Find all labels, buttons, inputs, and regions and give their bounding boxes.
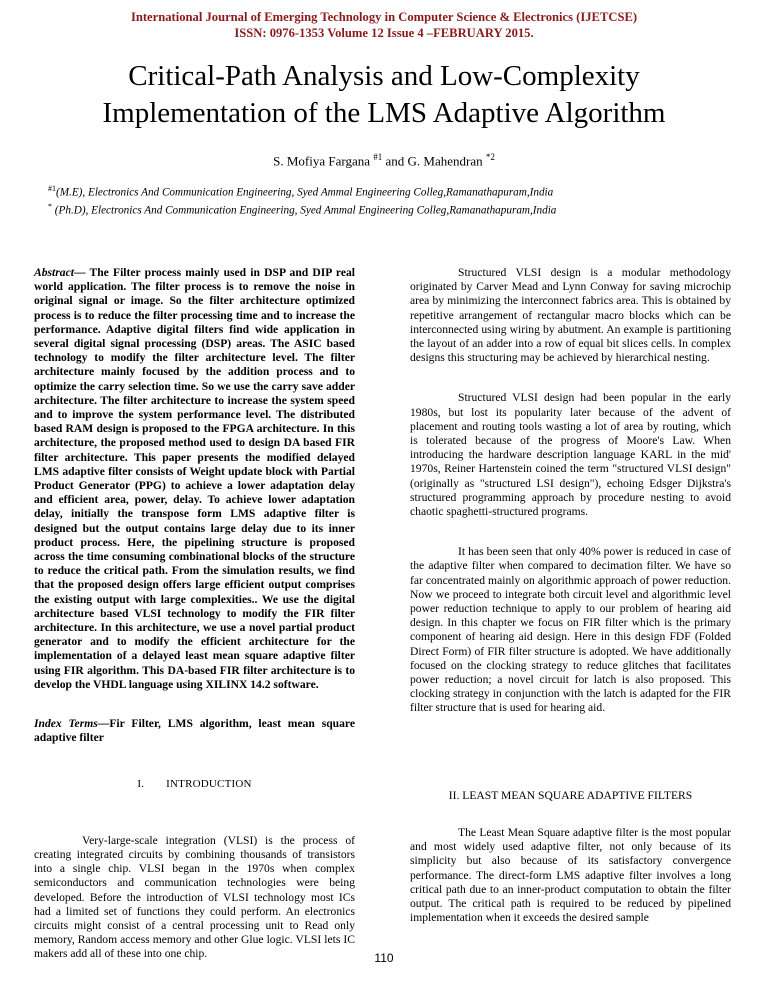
index-terms-label: Index Terms: [34, 717, 98, 731]
affiliation-2-text: (Ph.D), Electronics And Communication Engineering, Syed Ammal Engineering Colleg,Ramanathapuram,India: [54, 204, 557, 217]
right-paragraph-4: The Least Mean Square adaptive filter is the most popular and most widely used adaptive filter, not only because of its simplicity but also because of its satisfactory convergence performance. The direct-form LMS adaptive filter involves a long critical path due to an inner-product computation to obtain the filter output. The critical path is required to be reduced by pipelined implementation when it exceeds the desired sample: [410, 825, 731, 925]
author-2: G. Mahendran: [407, 153, 483, 169]
right-paragraph-3: It has been seen that only 40% power is reduced in case of the adaptive filter when compared to decimation filter. We have so far concentrated mainly on algorithmic approach of power reduction. Now we proceed to integrate both circuit level and algorithmic level power reduction technique to apply to our problem of hearing aid design. In this chapter we focus on FIR filter which is the primary component of hearing aid design. Here in this design FDF (Folded Direct Form) of FIR filter structure is adopted. We have additionally focused on the clocking strategy to reduce glitches that facilitates power reduction; a novel circuit for latch is also proposed. This clocking strategy in conjunction with the latch is adapted for the FIR filter structure that is used for hearing aid.: [410, 545, 731, 715]
author-2-mark: *2: [485, 152, 495, 162]
title-line-2: Implementation of the LMS Adaptive Algorithm: [102, 97, 666, 129]
abstract-label: Abstract—: [34, 266, 86, 279]
intro-paragraph: Very-large-scale integration (VLSI) is the process of creating integrated circuits by combining thousands of transistors into a single chip. VLSI began in the 1970s when complex semiconductors and communication technologies were being developed. Before the introduction of VLSI technology most ICs had a limited set of functions they could perform. An electronics circuits might consist of a central processing unit to Read only memory, Random access memory and other Glue logic. VLSI lets IC makers add all of these into one chip.: [34, 833, 355, 961]
left-column: [34, 266, 355, 962]
right-paragraph-1: Structured VLSI design is a modular methodology originated by Carver Mead and Lynn Conway for saving microchip area by minimizing the interconnect fabrics area. This is obtained by repetitive arrangement of rectangular macro blocks which can be interconnected using wiring by abutment. An example is partitioning the layout of an adder into a row of equal bit slices cells. In complex designs this structuring may be achieved by hierarchical nesting.: [410, 266, 731, 365]
journal-name: International Journal of Emerging Technology in Computer Science & Electronics (IJETCSE): [130, 10, 638, 24]
affiliation-2-mark: *: [48, 202, 52, 211]
abstract: [34, 266, 355, 692]
right-column: [410, 266, 731, 925]
affiliation-2: [48, 202, 748, 217]
section-1-title: INTRODUCTION: [166, 777, 252, 790]
section-1-number: I.: [137, 777, 145, 790]
journal-header: [0, 9, 768, 41]
section-1-heading: [34, 777, 355, 791]
affiliation-1-text: (M.E), Electronics And Communication Engineering, Syed Ammal Engineering Colleg,Ramanathapuram,India: [56, 186, 554, 199]
author-1-mark: #1: [373, 152, 383, 162]
affiliation-1-mark: #1: [48, 184, 56, 193]
abstract-text: The Filter process mainly used in DSP and DIP real world application. The filter process is to remove the noise in original signal or image. So the filter architecture optimized process is to reduce the filter processing time and to increase the performance. Adaptive digital filters find wide application in several digital signal processing (DSP) areas. The ASIC based technology to modify the filter architecture level. The filter architecture mainly focused by the addition process and to optimize the carry selection time. So we use the carry save adder architecture. The filter architecture to increase the system speed and to improve the system performance level. The distributed based RAM design is proposed to the FPGA architecture. In this architecture, the proposed method used to design DA based FIR filter architecture. This paper presents the modified delayed LMS adaptive filter consists of Weight update block with Partial Product Generator (PPG) to achieve a lower adaptation delay and efficient area, power, delay. To achieve lower adaptation delay, initially the transpose form LMS adaptive filter is designed but the output contains large delay due to its inner product process. Here, the pipelining structure is proposed across the time consuming combinational blocks of the structure to reduce the critical path. From the simulation results, we find that the proposed design offers large efficient output comprises the existing output with large complexities.. We use the digital architecture based VLSI technology to modify the FIR filter architecture. In this architecture, we use a novel partial product generator and to modify the efficient architecture for the implementation of a delayed least mean square adaptive filter using FIR algorithm. This DA-based FIR filter architecture is to develop the VHDL language using XILINX 14.2 software.: [34, 266, 355, 691]
author-connector: and: [385, 153, 405, 169]
paper-title: [0, 58, 768, 132]
author-1: S. Mofiya Fargana: [273, 153, 370, 169]
index-terms: [34, 717, 355, 745]
journal-issn: ISSN: 0976-1353 Volume 12 Issue 4 –FEBRUARY 2015.: [234, 26, 534, 40]
authors: [0, 152, 768, 169]
right-paragraph-2: Structured VLSI design had been popular in the early 1980s, but lost its popularity later because of the advent of placement and routing tools wasting a lot of area by routing, which is tolerated because of the progress of Moore's Law. When introducing the hardware description language KARL in the mid' 1970s, Reiner Hartenstein coined the term "structured VLSI design" (originally as "structured LSI design"), echoing Edsger Dijkstra's structured programming approach by procedure nesting to avoid chaotic spaghetti-structured programs.: [410, 391, 731, 519]
affiliation-1: [48, 184, 748, 199]
title-line-1: Critical-Path Analysis and Low-Complexity: [128, 60, 640, 92]
page-number: 110: [374, 951, 394, 965]
index-terms-text: —Fir Filter, LMS algorithm, least mean square adaptive filter: [34, 717, 355, 745]
section-2-heading: II. LEAST MEAN SQUARE ADAPTIVE FILTERS: [448, 788, 693, 802]
